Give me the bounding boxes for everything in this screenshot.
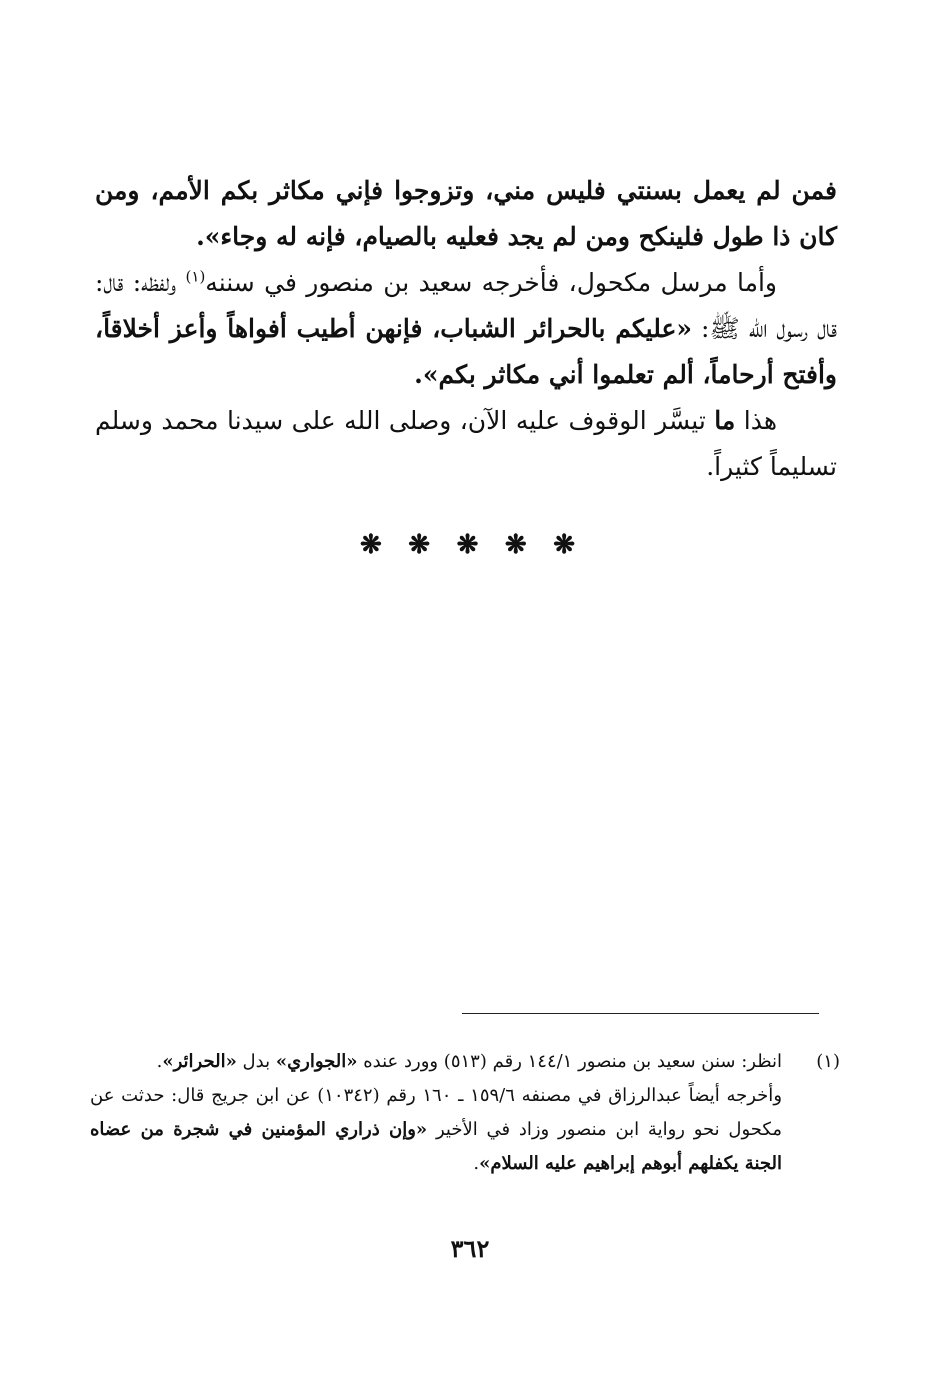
footnote-number: (١)	[816, 1051, 840, 1072]
paragraph-makhul-mursal	[95, 260, 837, 398]
separator-star-icon: ❋	[504, 530, 527, 560]
footnote-bold: «الحرائر»	[162, 1051, 237, 1072]
page-number: ٣٦٢	[450, 1234, 490, 1263]
closing-pre: هذا	[735, 406, 778, 435]
footnote-item	[90, 1045, 840, 1181]
footnote-text: وأخرجه أيضاً عبدالرزاق في مصنفه ١٥٩/٦ ـ ١٦٠ رقم (١٠٣٤٢) عن ابن جريج قال: حدثت عن مكحول نحو رواية ابن منصور وزاد في الأخير	[90, 1085, 783, 1140]
separator-star-icon: ❋	[553, 530, 575, 560]
paragraph-lead: وأما مرسل مكحول، فأخرجه سعيد بن منصور في سننه	[205, 268, 777, 297]
separator-star-icon: ❋	[456, 530, 479, 560]
closing-ma: ما	[714, 406, 736, 435]
footnote-line	[90, 1045, 782, 1079]
hadith-quote: «عليكم بالحرائر الشباب، فإنهن أطيب أفواهاً وأعز أخلاقاً، وأفتح أرحاماً، ألم تعلموا أني مكاثر بكم».	[95, 314, 837, 389]
footnote-text: .	[473, 1153, 480, 1174]
footnote-text: بدل	[236, 1051, 276, 1072]
footnote-line	[90, 1079, 782, 1181]
main-text	[95, 168, 837, 490]
footnotes	[90, 1045, 840, 1181]
footnote-body	[90, 1045, 782, 1181]
footnote-text: انظر: سنن سعيد بن منصور ١٤٤/١ رقم (٥١٣) وورد عنده	[357, 1051, 782, 1072]
separator-star-icon: ❋	[408, 530, 431, 560]
section-separator	[360, 528, 575, 562]
footnote-text: .	[156, 1051, 163, 1072]
paragraph-closing	[95, 398, 837, 490]
separator-star-icon: ❋	[360, 530, 382, 560]
footnote-bold: «وإن ذراري المؤمنين في شجرة من عضاه الجنة يكفلهم أبوهم إبراهيم عليه السلام»	[90, 1119, 782, 1174]
paragraph-tail: ولفظه: قال: قال رسول الله ﷺ:	[95, 268, 837, 343]
hadith-text: فمن لم يعمل بسنتي فليس مني، وتزوجوا فإني مكاثر بكم الأمم، ومن كان ذا طول فلينكح ومن لم يجد فعليه بالصيام، فإنه له وجاء».	[95, 176, 837, 251]
paragraph-hadith-continuation	[95, 168, 837, 260]
footnote-divider	[462, 1013, 819, 1014]
footnote-bold: «الجواري»	[275, 1051, 358, 1072]
footnote-reference[interactable]: (١)	[185, 267, 206, 286]
closing-post: تيسَّر الوقوف عليه الآن، وصلى الله على سيدنا محمد وسلم تسليماً كثيراً.	[95, 406, 837, 481]
